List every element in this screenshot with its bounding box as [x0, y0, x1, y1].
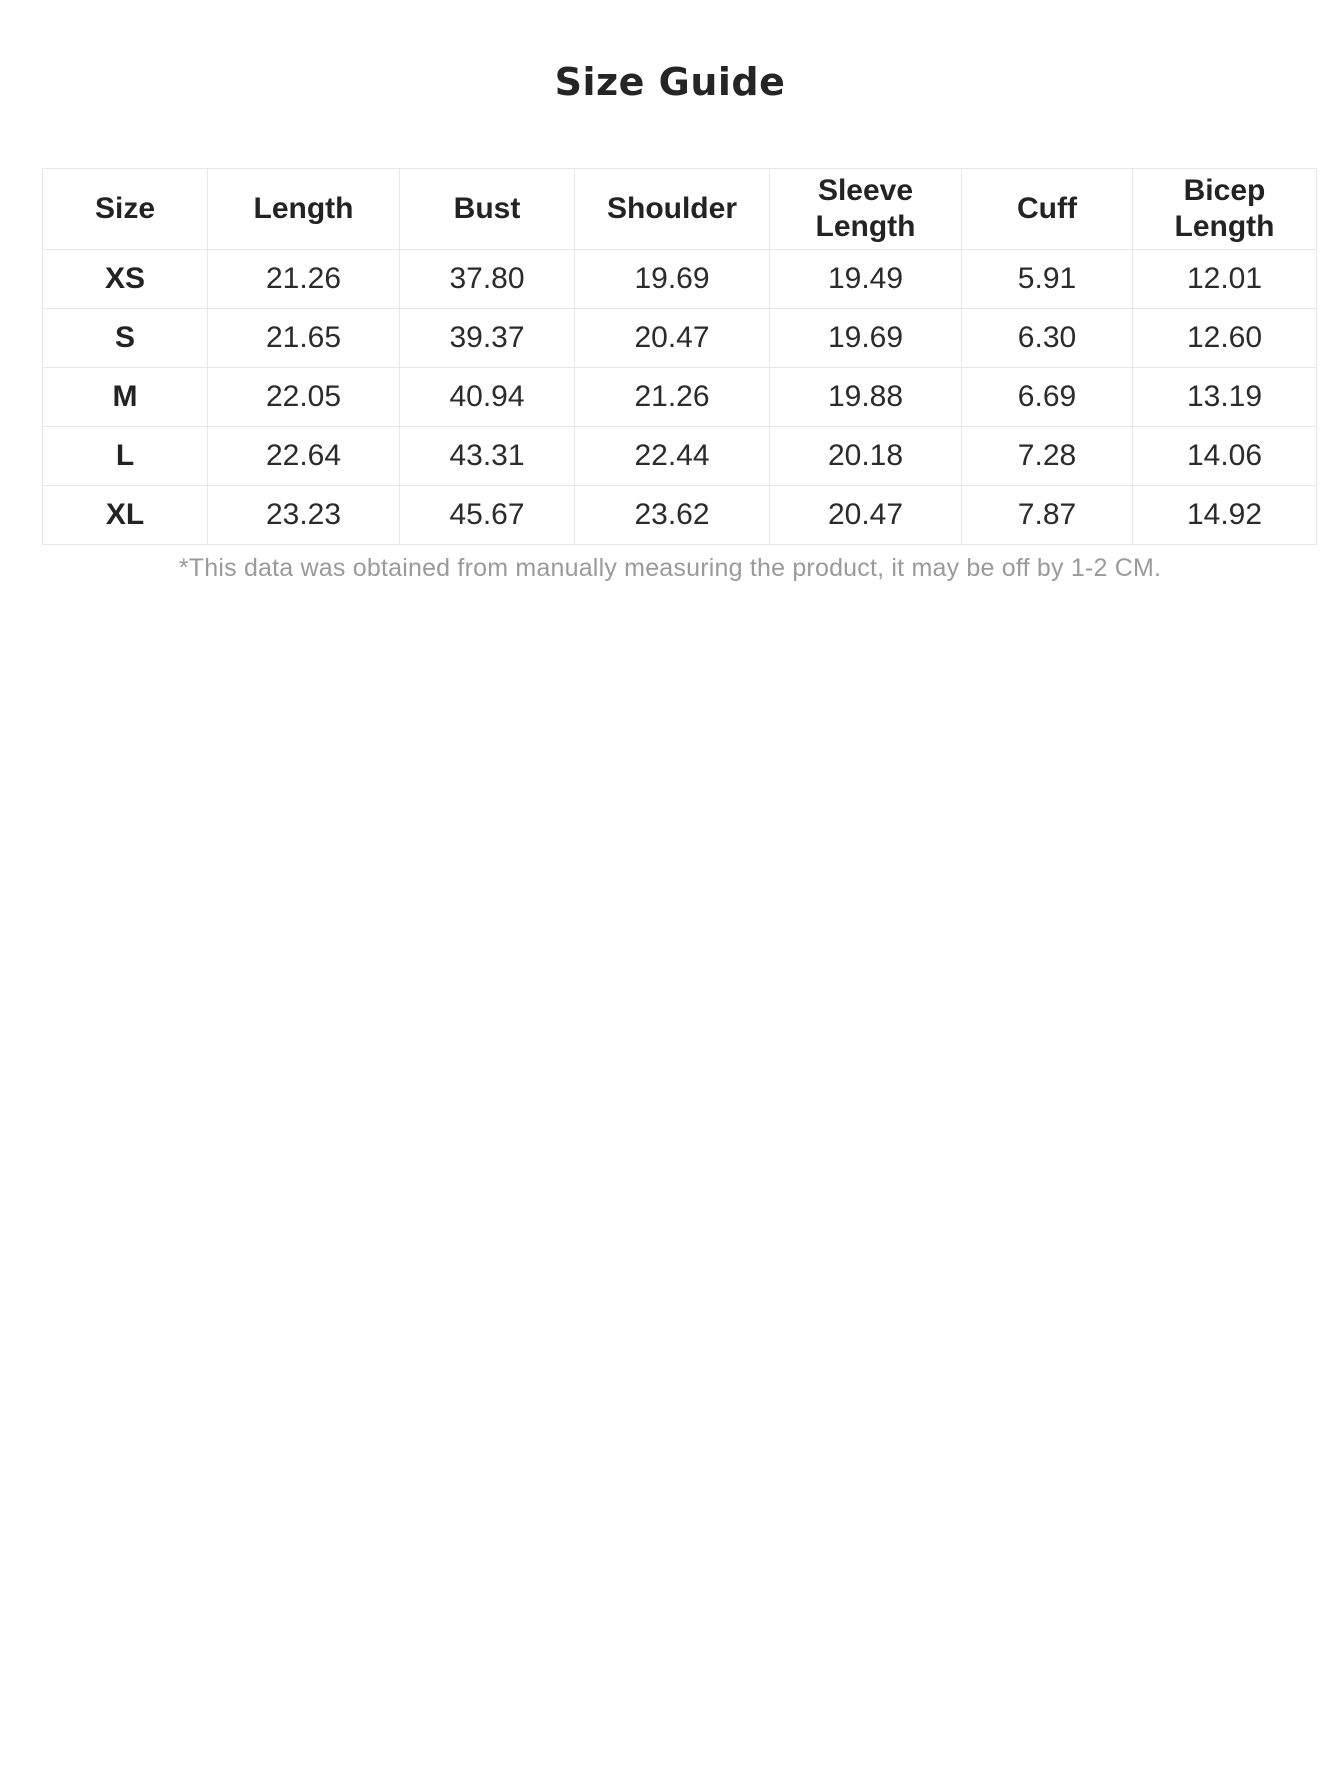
- measurement-cell: 21.26: [208, 250, 400, 309]
- measurement-cell: 6.30: [962, 309, 1133, 368]
- measurement-cell: 22.05: [208, 368, 400, 427]
- measurement-cell: 23.62: [575, 486, 770, 545]
- measurement-cell: 6.69: [962, 368, 1133, 427]
- page-title: Size Guide: [554, 60, 786, 104]
- measurement-cell: 19.69: [770, 309, 962, 368]
- table-row: [43, 250, 1317, 309]
- table-row: [43, 427, 1317, 486]
- measurement-cell: 21.65: [208, 309, 400, 368]
- column-header-bicep-length: Bicep Length: [1133, 169, 1317, 250]
- measurement-cell: 7.28: [962, 427, 1133, 486]
- measurement-cell: 40.94: [400, 368, 575, 427]
- measurement-cell: 12.01: [1133, 250, 1317, 309]
- measurement-cell: 39.37: [400, 309, 575, 368]
- measurement-cell: 45.67: [400, 486, 575, 545]
- table-row: [43, 368, 1317, 427]
- measurement-cell: 20.47: [770, 486, 962, 545]
- measurement-cell: 20.47: [575, 309, 770, 368]
- column-header-bust: Bust: [400, 169, 575, 250]
- size-cell: M: [43, 368, 208, 427]
- size-cell: XS: [43, 250, 208, 309]
- measurement-cell: 37.80: [400, 250, 575, 309]
- measurement-cell: 5.91: [962, 250, 1133, 309]
- size-guide-table: [42, 168, 1317, 545]
- measurement-cell: 7.87: [962, 486, 1133, 545]
- measurement-cell: 14.06: [1133, 427, 1317, 486]
- measurement-cell: 19.88: [770, 368, 962, 427]
- measurement-cell: 14.92: [1133, 486, 1317, 545]
- table-row: [43, 486, 1317, 545]
- column-header-size: Size: [43, 169, 208, 250]
- size-cell: XL: [43, 486, 208, 545]
- measurement-cell: 23.23: [208, 486, 400, 545]
- size-cell: S: [43, 309, 208, 368]
- table-row: [43, 309, 1317, 368]
- measurement-cell: 13.19: [1133, 368, 1317, 427]
- header-row: [43, 169, 1317, 250]
- table-body: [43, 250, 1317, 545]
- measurement-cell: 12.60: [1133, 309, 1317, 368]
- measurement-cell: 21.26: [575, 368, 770, 427]
- measurement-cell: 20.18: [770, 427, 962, 486]
- column-header-length: Length: [208, 169, 400, 250]
- size-table-container: [42, 168, 1316, 545]
- measurement-cell: 19.49: [770, 250, 962, 309]
- column-header-sleeve-length: Sleeve Length: [770, 169, 962, 250]
- measurement-cell: 22.64: [208, 427, 400, 486]
- table-header: [43, 169, 1317, 250]
- size-cell: L: [43, 427, 208, 486]
- column-header-shoulder: Shoulder: [575, 169, 770, 250]
- measurement-disclaimer: *This data was obtained from manually measuring the product, it may be off by 1-2 CM.: [178, 554, 1162, 582]
- column-header-cuff: Cuff: [962, 169, 1133, 250]
- measurement-cell: 43.31: [400, 427, 575, 486]
- measurement-cell: 22.44: [575, 427, 770, 486]
- measurement-cell: 19.69: [575, 250, 770, 309]
